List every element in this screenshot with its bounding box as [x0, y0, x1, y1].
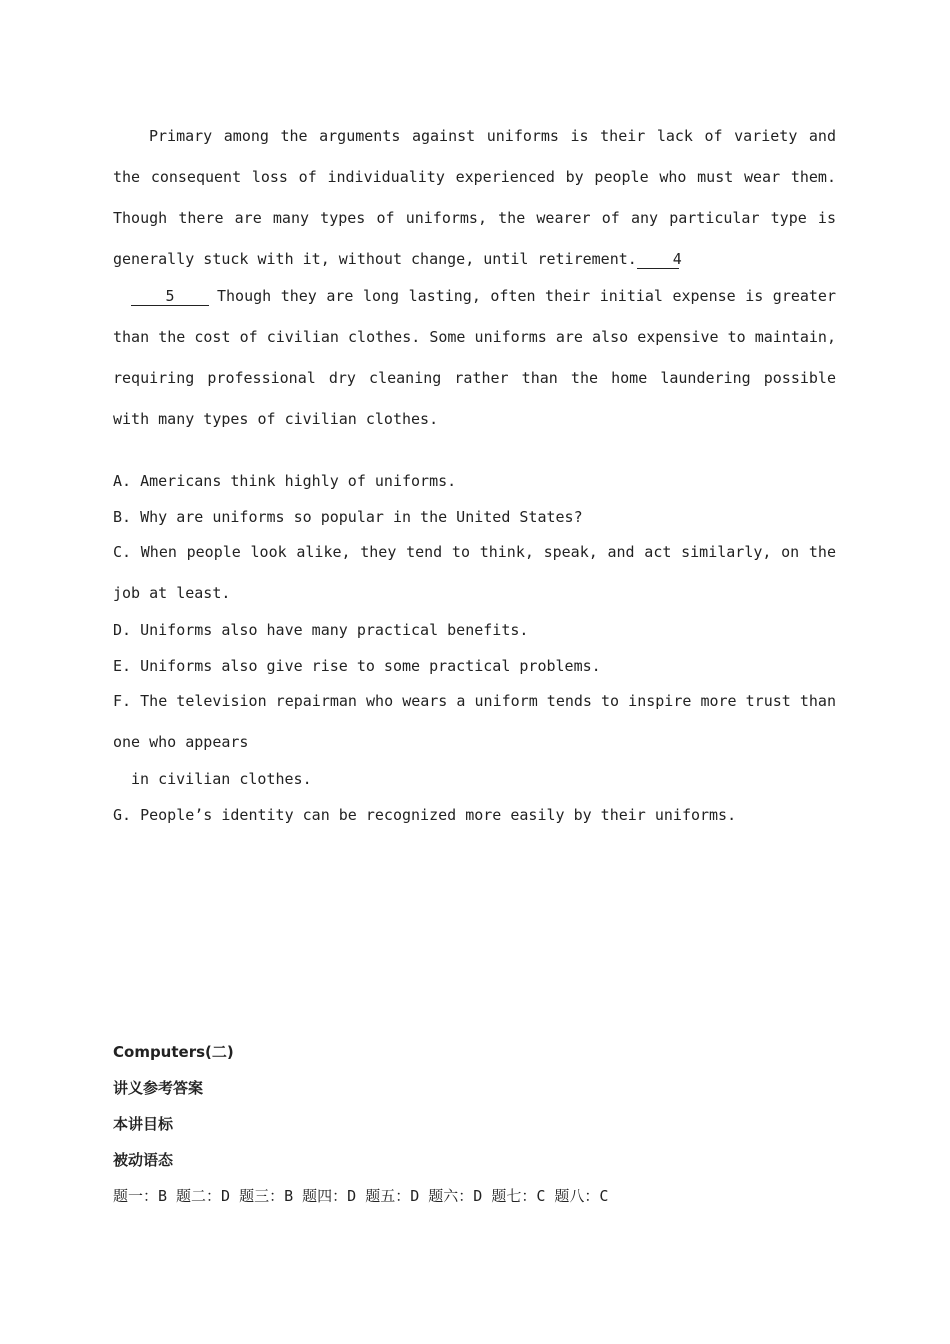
- passage-paragraph-2: [113, 276, 836, 440]
- answer-key: 题一：B 题二：D 题三：B 题四：D 题五：D 题六：D 题七：C 题八：C: [113, 1187, 609, 1205]
- option-d: D. Uniforms also have many practical benefits.: [113, 621, 529, 639]
- option-g: G. People’s identity can be recognized more easily by their uniforms.: [113, 806, 737, 824]
- answers-heading: Computers(二): [113, 1043, 234, 1061]
- option-f-continued: in civilian clothes.: [131, 770, 312, 788]
- grammar-topic: 被动语态: [113, 1151, 174, 1169]
- option-a: A. Americans think highly of uniforms.: [113, 472, 457, 490]
- paragraph-2-text: Though they are long lasting, often their initial expense is greater than the cost of civilian clothes. Some uniforms are also expensive to maintain, requiring professional dry cleaning rather than the home laundering possible with many types of civilian clothes.: [113, 287, 836, 428]
- blank-5: 5: [131, 287, 209, 306]
- option-e: E. Uniforms also give rise to some practical problems.: [113, 657, 601, 675]
- blank-4: 4: [637, 250, 679, 269]
- answers-subheading: 讲义参考答案: [113, 1079, 204, 1097]
- paragraph-1-text: Primary among the arguments against uniforms is their lack of variety and the consequent loss of individuality experienced by people who must wear them. Though there are many types of uniforms, the wearer of any particular type is generally stuck with it, without change, until retirement.: [113, 127, 836, 268]
- option-f: F. The television repairman who wears a uniform tends to inspire more trust than one who appears: [113, 692, 836, 751]
- option-b: B. Why are uniforms so popular in the United States?: [113, 508, 583, 526]
- passage-paragraph-1: [113, 116, 836, 280]
- option-c: C. When people look alike, they tend to think, speak, and act similarly, on the job at least.: [113, 543, 836, 602]
- lecture-goal: 本讲目标: [113, 1115, 174, 1133]
